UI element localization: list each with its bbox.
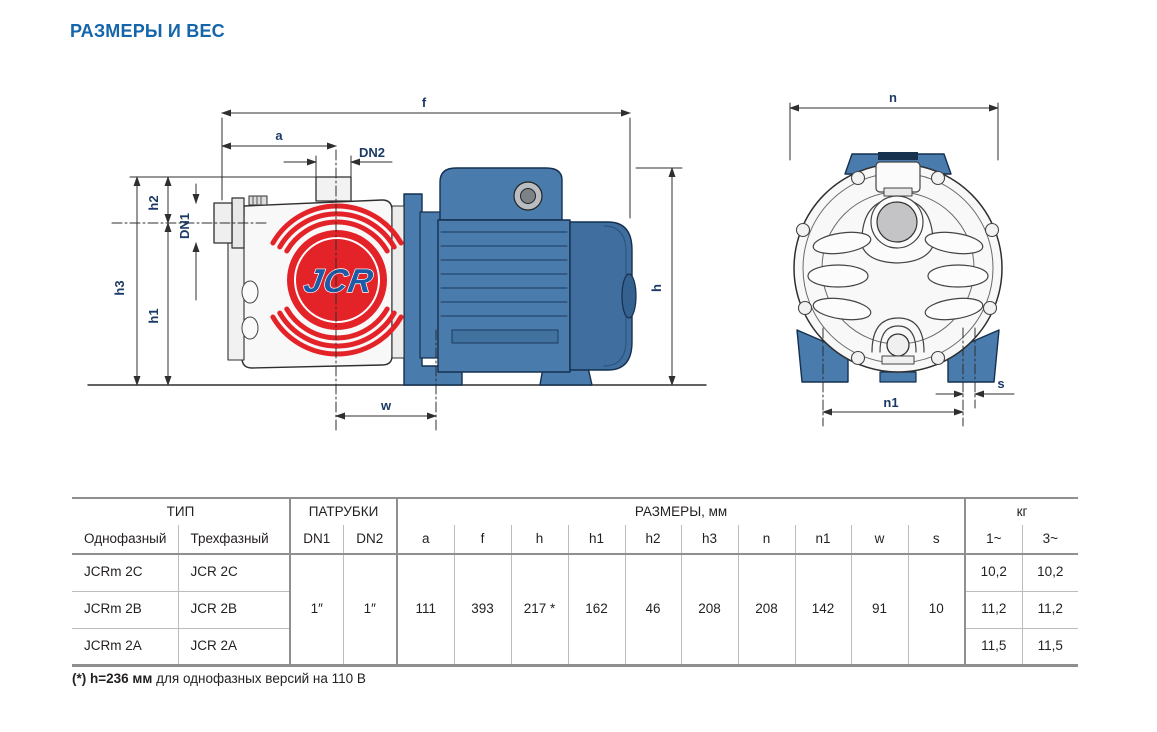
dim-label-h3: h3 [112, 280, 127, 296]
header-dim-f: f [454, 525, 511, 554]
page-title: РАЗМЕРЫ И ВЕС [70, 21, 225, 41]
cell-h: 217 * [511, 554, 568, 665]
motor-body [438, 220, 570, 372]
header-ports-group: ПАТРУБКИ [290, 498, 397, 525]
cell-f: 393 [454, 554, 511, 665]
dim-label-dn1: DN1 [177, 212, 192, 240]
cell-h1: 162 [568, 554, 625, 665]
header-dim-h: h [511, 525, 568, 554]
header-dim-a: a [397, 525, 454, 554]
header-dim-h2: h2 [625, 525, 681, 554]
header-dim-n: n [738, 525, 795, 554]
table-row [72, 554, 1078, 591]
header-dn2: DN2 [343, 525, 397, 554]
dim-label-s: s [997, 376, 1005, 391]
filler-plug [249, 196, 267, 205]
pump-side-view [88, 95, 706, 430]
cell-h3: 208 [681, 554, 738, 665]
cell-n: 208 [738, 554, 795, 665]
cell-kg-1ph: 10,2 [965, 554, 1022, 591]
header-weight-3ph: 3~ [1022, 525, 1078, 554]
dim-label-f: f [421, 95, 427, 110]
dim-label-h2: h2 [146, 195, 161, 211]
cell-dn2: 1″ [343, 554, 397, 665]
dim-label-n1: n1 [883, 395, 899, 410]
cell-a: 111 [397, 554, 454, 665]
footnote [72, 671, 366, 686]
dim-label-a: a [275, 128, 283, 143]
cell-model-single: JCRm 2A [84, 637, 142, 653]
cell-model-single: JCRm 2B [72, 591, 178, 628]
motor-name-plate [452, 330, 558, 343]
header-dim-s: s [908, 525, 965, 554]
cell-model-three: JCR 2C [178, 554, 290, 591]
dim-label-h: h [649, 284, 664, 292]
cell-model-single: JCRm 2C [72, 554, 178, 591]
header-weight-group: кг [965, 498, 1078, 525]
cell-kg-3ph: 10,2 [1022, 554, 1078, 591]
header-dim-h3: h3 [681, 525, 738, 554]
dim-label-h1: h1 [146, 308, 161, 324]
motor-terminal-box [440, 168, 562, 220]
header-dn1: DN1 [290, 525, 343, 554]
dn2-port [316, 177, 351, 201]
header-three-phase: Трехфазный [178, 525, 290, 554]
cell-model-three: JCR 2B [178, 591, 290, 628]
dim-label-w: w [380, 398, 392, 413]
dim-label-n: n [889, 90, 897, 105]
cell-s: 10 [908, 554, 965, 665]
footnote-bold: (*) h=236 мм [72, 671, 153, 686]
jcr-logo-text: JCR [301, 263, 377, 300]
header-single-phase: Однофазный [72, 525, 178, 554]
cell-kg-1ph: 11,5 [965, 628, 1022, 665]
dim-label-dn2: DN2 [358, 145, 386, 160]
cell-dn1: 1″ [290, 554, 343, 665]
cell-model-three: JCR 2A [178, 628, 290, 665]
cable-gland [514, 182, 542, 210]
header-dim-h1: h1 [568, 525, 625, 554]
cell-h2: 46 [625, 554, 681, 665]
header-dims-group: РАЗМЕРЫ, мм [397, 498, 965, 525]
cell-kg-3ph: 11,5 [1022, 628, 1078, 665]
header-weight-1ph: 1~ [965, 525, 1022, 554]
header-type-group: ТИП [166, 503, 195, 519]
header-dim-w: w [851, 525, 908, 554]
header-dim-n1: n1 [795, 525, 851, 554]
footnote-rest: для однофазных версий на 110 В [152, 671, 366, 686]
cell-n1: 142 [795, 554, 851, 665]
cell-kg-1ph: 11,2 [965, 591, 1022, 628]
pump-front-view [790, 90, 1014, 426]
cell-w: 91 [851, 554, 908, 665]
cell-kg-3ph: 11,2 [1022, 591, 1078, 628]
dimensions-table [72, 497, 1078, 667]
